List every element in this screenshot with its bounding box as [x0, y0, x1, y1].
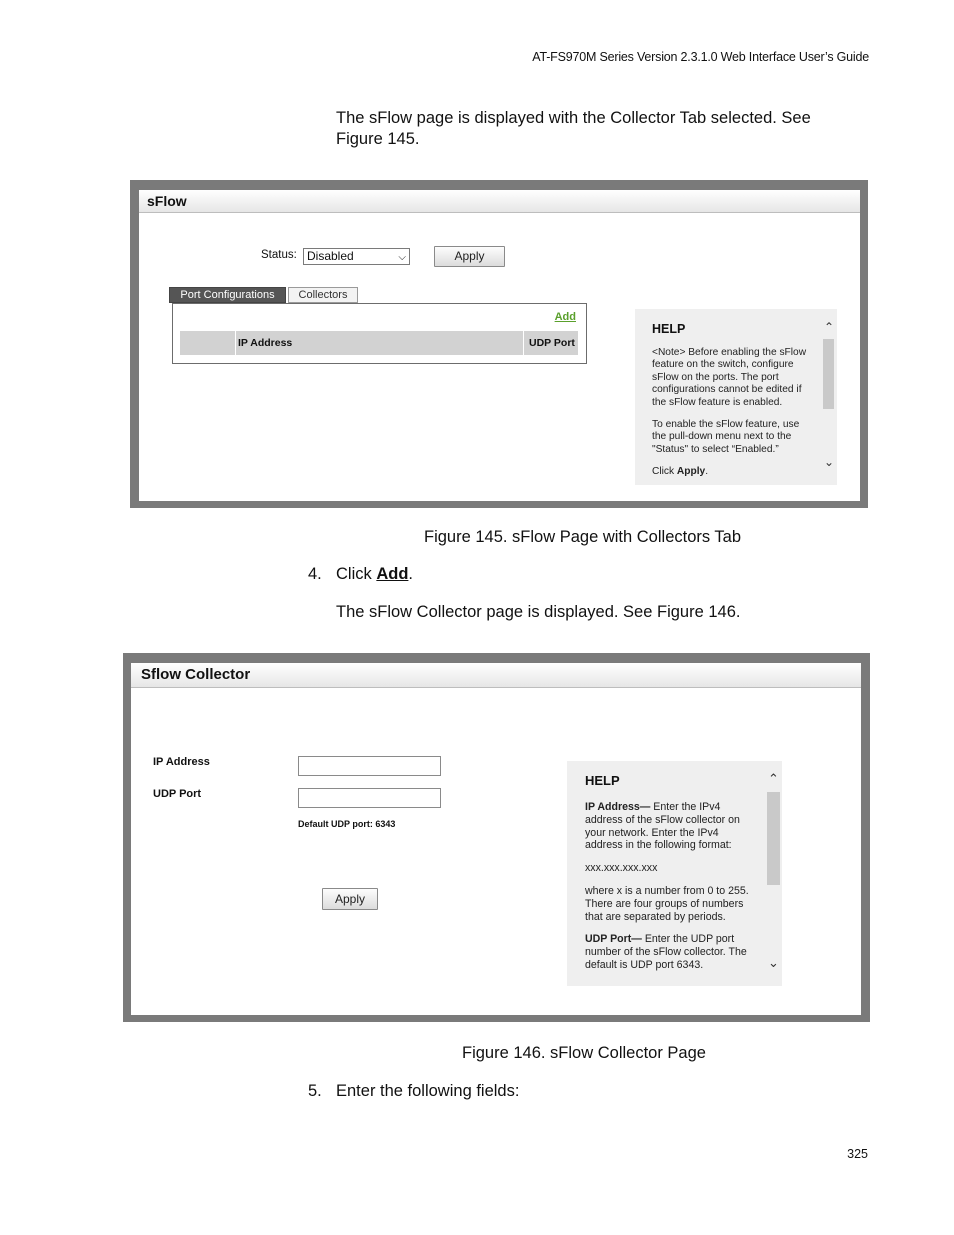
figure-145-caption: Figure 145. sFlow Page with Collectors Tab: [424, 528, 742, 546]
column-divider: [523, 331, 524, 355]
help-click-text: Click: [652, 466, 677, 478]
tab-collectors[interactable]: Collectors: [288, 287, 358, 303]
help-udp-text: Enter the UDP port number of the sFlow collector. The default is UDP port 6343.: [585, 933, 747, 971]
intro-paragraph: The sFlow page is displayed with the Collector Tab selected. See Figure 145.: [336, 109, 811, 148]
table-header-row: [180, 331, 578, 355]
status-select[interactable]: [303, 248, 410, 265]
step-5-number: 5.: [308, 1082, 322, 1100]
sflow-collector-page: [131, 663, 861, 1015]
help-click-paragraph: [652, 466, 816, 478]
help-format-paragraph: xxx.xxx.xxx.xxx: [585, 862, 658, 875]
ip-address-label: IP Address: [153, 756, 210, 768]
chevron-down-icon: ⌵: [398, 252, 406, 263]
chevron-up-icon[interactable]: ⌃: [824, 320, 835, 334]
scrollbar-thumb[interactable]: [823, 339, 834, 409]
figure-145-screenshot: [130, 180, 868, 508]
udp-port-input[interactable]: [298, 788, 441, 808]
figure-146-caption: Figure 146. sFlow Collector Page: [462, 1044, 706, 1062]
step-4-number: 4.: [308, 565, 322, 583]
help-panel: [635, 309, 837, 485]
sflow-page: [139, 190, 860, 501]
page-title: sFlow: [139, 190, 860, 213]
column-header-select: [180, 331, 236, 355]
page-number: 325: [847, 1147, 868, 1161]
column-header-udp-port: UDP Port: [529, 337, 575, 349]
status-select-value: Disabled: [307, 249, 354, 263]
help-title: HELP: [652, 322, 686, 336]
figure-146-screenshot: [123, 653, 870, 1022]
chevron-up-icon[interactable]: ⌃: [768, 771, 779, 786]
scrollbar-thumb[interactable]: [767, 792, 780, 885]
document-header: AT-FS970M Series Version 2.3.1.0 Web Interface User’s Guide: [532, 50, 869, 64]
help-click-period: .: [705, 466, 709, 478]
chevron-down-icon[interactable]: ⌄: [768, 955, 779, 970]
chevron-down-icon[interactable]: ⌄: [824, 455, 835, 469]
help-text: [585, 801, 757, 982]
help-ip-label: IP Address—: [585, 801, 651, 813]
status-label: Status:: [261, 249, 297, 261]
step-5-instruction: Enter the following fields:: [336, 1082, 520, 1100]
help-udp-label: UDP Port—: [585, 933, 642, 946]
step-4-instruction: [336, 564, 413, 585]
help-click-apply: Apply: [676, 466, 706, 478]
column-header-ip-address: IP Address: [238, 337, 293, 349]
step-4-result: The sFlow Collector page is displayed. See Figure 146.: [336, 603, 741, 621]
udp-port-label: UDP Port: [153, 788, 202, 800]
step-4-text: Click: [336, 565, 377, 583]
apply-button[interactable]: Apply: [322, 888, 378, 910]
help-panel: [567, 761, 782, 986]
ip-address-input[interactable]: [298, 756, 441, 776]
step-4-add-link: Add: [376, 565, 409, 583]
collectors-panel: [172, 303, 587, 364]
help-enable-paragraph: To enable the sFlow feature, use the pull-down menu next to the "Status" to select “Enabled.”: [652, 419, 800, 455]
default-udp-port-note: Default UDP port: 6343: [298, 819, 396, 829]
help-title: HELP: [585, 773, 620, 788]
help-note-label: <Note>: [652, 347, 686, 358]
help-note-paragraph: [652, 347, 816, 409]
help-text: [652, 347, 816, 485]
help-note-text: Before enabling the sFlow feature on the switch, configure sFlow on the ports. The port configurations cannot be edited if the sFlow feature is enabled.: [652, 347, 807, 408]
help-ip-paragraph: [585, 801, 757, 852]
apply-button[interactable]: Apply: [434, 246, 505, 267]
page-title: Sflow Collector: [131, 663, 861, 688]
help-scrollbar[interactable]: [823, 309, 835, 485]
tab-port-configurations[interactable]: Port Configurations: [169, 287, 286, 303]
add-link[interactable]: Add: [554, 311, 576, 323]
help-scrollbar[interactable]: [767, 761, 781, 986]
help-where-paragraph: where x is a number from 0 to 255. There are four groups of numbers that are separated by periods.: [585, 884, 749, 923]
step-4-period: .: [408, 565, 414, 583]
help-udp-paragraph: [585, 933, 757, 971]
help-ip-text: Enter the IPv4 address of the sFlow collector on your network. Enter the IPv4 address in the following format:: [585, 801, 740, 852]
